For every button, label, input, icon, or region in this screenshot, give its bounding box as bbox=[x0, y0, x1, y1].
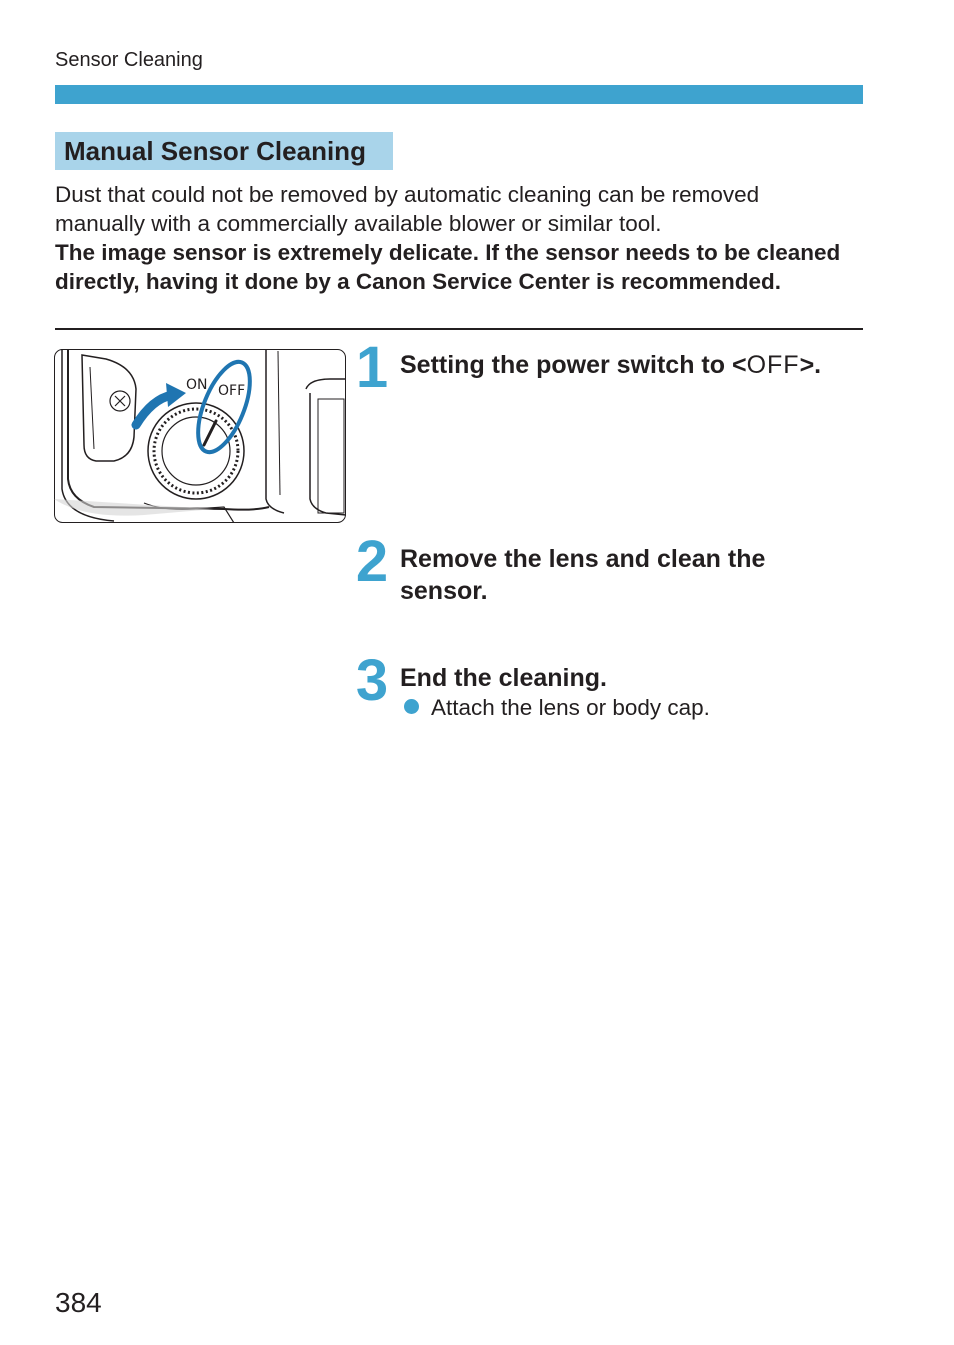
header-bar bbox=[55, 85, 863, 104]
step-3-number: 3 bbox=[355, 648, 389, 713]
section-divider bbox=[55, 328, 863, 330]
on-label: ON bbox=[186, 377, 208, 393]
intro-block bbox=[55, 180, 845, 296]
intro-text: Dust that could not be removed by automatic cleaning can be removed manually with a commercially available blower or similar tool. bbox=[55, 182, 760, 236]
step-2-number: 2 bbox=[355, 529, 389, 594]
off-symbol: OFF bbox=[746, 351, 800, 379]
section-title: Manual Sensor Cleaning bbox=[55, 132, 393, 170]
power-switch-illustration bbox=[54, 349, 346, 523]
off-label: OFF bbox=[218, 383, 246, 399]
step-3-bullet-text: Attach the lens or body cap. bbox=[431, 695, 710, 720]
chapter-label: Sensor Cleaning bbox=[55, 49, 203, 71]
step-2-title: Remove the lens and clean the sensor. bbox=[400, 545, 766, 605]
bullet-dot-icon bbox=[404, 699, 419, 714]
warning-text: The image sensor is extremely delicate. If the sensor needs to be cleaned directly, having it done by a Canon Service Center is recommended. bbox=[55, 240, 841, 294]
step-1-number: 1 bbox=[355, 335, 389, 400]
step-1-title bbox=[400, 349, 821, 381]
page-number: 384 bbox=[55, 1287, 102, 1318]
step-3-bullet bbox=[404, 693, 710, 723]
step-1-title-suffix: >. bbox=[799, 351, 822, 379]
step-1-title-prefix: Setting the power switch to < bbox=[400, 351, 747, 379]
step-3-title: End the cleaning. bbox=[400, 664, 607, 692]
